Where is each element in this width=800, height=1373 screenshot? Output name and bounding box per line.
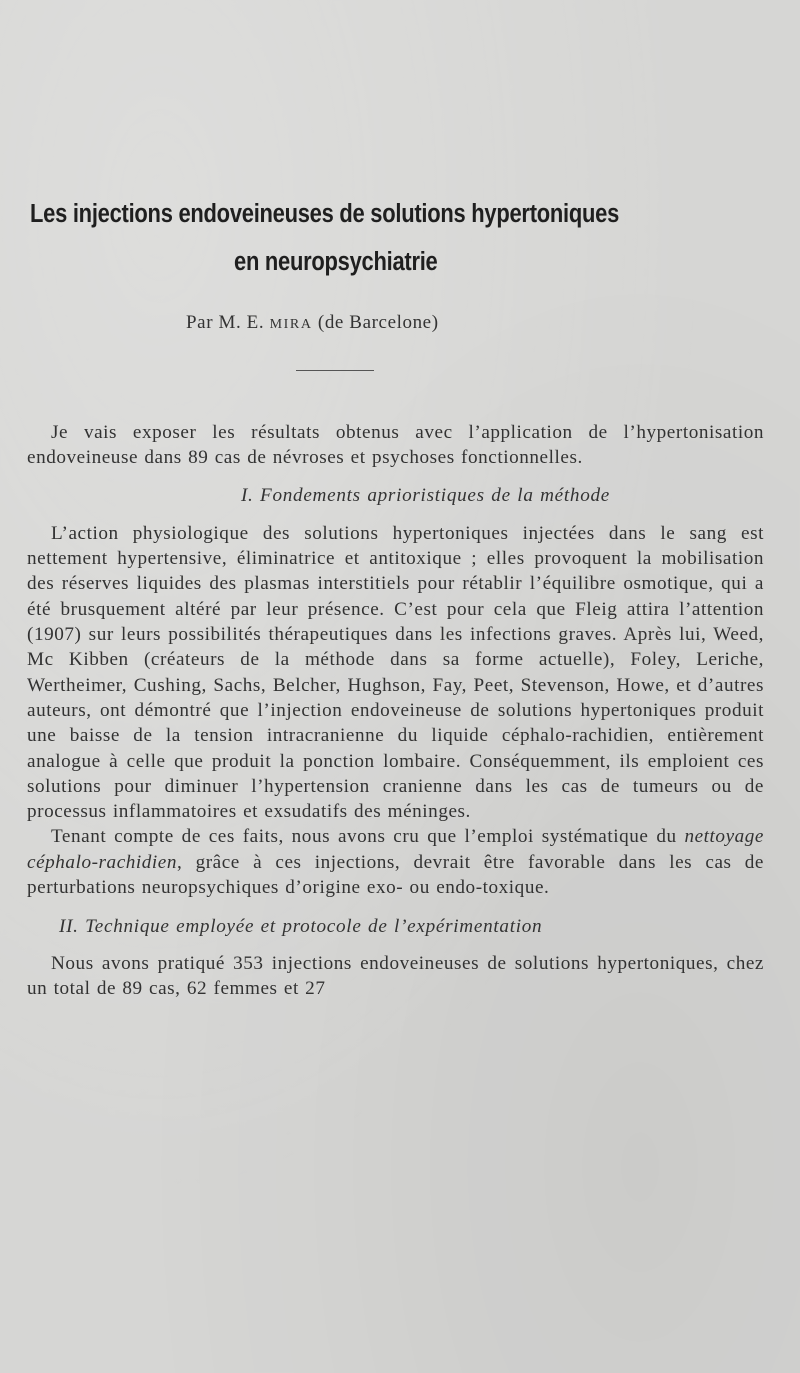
intro-paragraph: Je vais exposer les résultats obtenus avec l’application de l’hypertonisation endoveineuse dans 89 cas de névroses et psychoses fonctionnelles.	[27, 422, 764, 469]
paragraph-2-text-start: Tenant compte de ces faits, nous avons cru que l’emploi systématique du	[51, 826, 685, 848]
section-1-paragraph-1: L’action physiologique des solutions hypertoniques injectées dans le sang est nettement hypertensive, éliminatrice et antitoxique ; elles provoquent la mobilisation des réserves liquides des plasmas interstitiels pour rétablir l’équilibre osmotique, qui a été brusquement altéré par leur présence. C’est pour cela que Fleig attira l’attention (1907) sur leurs possibilités thérapeutiques dans les infections graves. Après lui, Weed, Mc Kibben (créateurs de la méthode dans sa forme actuelle), Foley, Leriche, Wertheimer, Cushing, Sachs, Belcher, Hughson, Fay, Peet, Stevenson, Howe, et d’autres auteurs, ont démontré que l’injection endoveineuse de solutions hypertoniques produit une baisse de la tension intracranienne du liquide céphalo-rachidien, entièrement analogue à celle que produit la ponction lombaire. Conséquemment, ils emploient ces solutions pour diminuer l’hypertension cranienne dans les cas de tumeurs ou de processus inflammatoires et exsudatifs des méninges.	[27, 522, 764, 823]
article-body	[27, 420, 764, 1001]
paragraph-2-italic-term: nettoyage céphalo-rachidien	[27, 826, 764, 873]
article-title-line-1: Les injections endoveineuses de solutions hypertoniques	[30, 200, 620, 228]
byline-suffix: (de Barcelone)	[312, 312, 439, 333]
title-divider	[296, 370, 374, 371]
section-2-heading: II. Technique employée et protocole de l’expérimentation	[59, 916, 543, 938]
byline	[186, 312, 439, 334]
paragraph-2-text-end: , grâce à ces injections, devrait être favorable dans les cas de perturbations neuropsychiques d’origine exo- ou endo-toxique.	[27, 851, 764, 899]
byline-author: MIRA	[269, 317, 313, 332]
article-title-line-2: en neuropsychiatrie	[234, 248, 438, 276]
section-2-paragraph-1: Nous avons pratiqué 353 injections endoveineuses de solutions hypertoniques, chez un total de 89 cas, 62 femmes et 27	[27, 952, 764, 999]
section-1-heading: I. Fondements aprioristiques de la méthode	[240, 484, 611, 506]
byline-prefix: Par M. E.	[186, 312, 270, 333]
section-1-paragraph-2	[27, 824, 764, 900]
